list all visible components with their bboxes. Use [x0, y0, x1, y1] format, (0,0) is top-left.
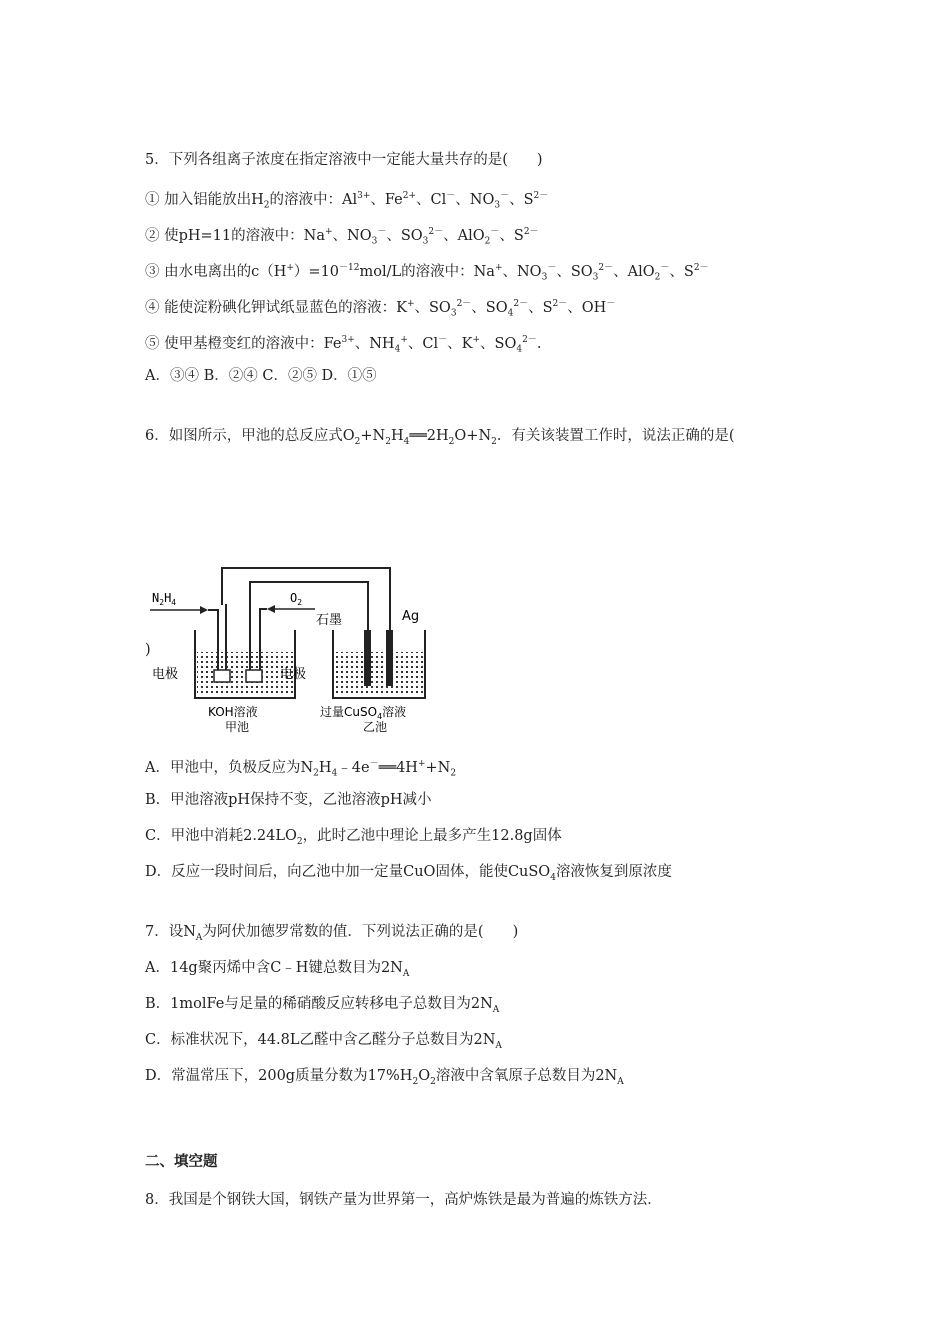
ag-label: Ag	[402, 609, 420, 624]
q6-option-a: A．甲池中，负极反应为$N_2H_4﹣4e^-══4H^++N_2$	[145, 759, 457, 779]
koh-label: KOH溶液	[208, 705, 258, 719]
electrode-right-label: 电极	[280, 667, 307, 682]
q6-stem: 6．如图所示，甲池的总反应式$O_2+N_2H_4══2H_2O+N_2$．有关该装置工作时，说法正确的是(	[145, 428, 735, 447]
electrochemistry-apparatus-figure	[140, 560, 440, 735]
yi-label: 乙池	[363, 720, 388, 734]
q7-option-b: B．1molFe与足量的稀硝酸反应转移电子总数目为$2N_A$	[145, 996, 500, 1015]
q6-option-b: B．甲池溶液pH保持不变，乙池溶液pH减小	[145, 792, 432, 808]
q5-stem: 5．下列各组离子浓度在指定溶液中一定能大量共存的是( )	[145, 152, 543, 168]
q5-item-2: ② 使pH=11的溶液中：Na+、$NO_3^-$、$SO_3^{2-}$、AlO$_2$－、$S^{2-}$	[145, 227, 539, 247]
q6-option-c: C．甲池中消耗$2.24LO_2$，此时乙池中理论上最多产生12.8g固体	[145, 828, 562, 847]
q5-item-5: ⑤ 使甲基橙变红的溶液中：$Fe^{3+}$、$NH_4^+$、Cl－、K+、$SO_4^{2-}$.	[145, 335, 542, 355]
electrode-left-label: 电极	[152, 667, 179, 682]
section-title: 二、填空题	[145, 1154, 218, 1170]
cuso4-solution	[335, 652, 423, 696]
electrode-left	[214, 670, 230, 682]
q5-item-4: ④ 能使淀粉碘化钾试纸显蓝色的溶液：K+、$SO_3^{2-}$、$SO_4^{2-}$、$S^{2-}$、OH－	[145, 299, 616, 319]
wire-inner	[250, 582, 368, 655]
o2-label: $O_2$	[290, 591, 303, 607]
ag-electrode	[386, 630, 393, 686]
electrode-right	[246, 670, 262, 682]
n2h4-label: $N_2H_4$	[152, 591, 177, 607]
q6-option-d: D．反应一段时间后，向乙池中加一定量CuO固体，能使CuSO$_4$溶液恢复到原浓度	[145, 864, 672, 883]
q7-option-d: D．常温常压下，200g质量分数为$17\%H_2O_2$溶液中含氧原子总数目为$2N_A$	[145, 1068, 624, 1087]
q5-options: A．③④ B．②④ C．②⑤ D．①⑤	[145, 368, 377, 384]
koh-solution	[197, 652, 293, 696]
cuso4-label: 过量CuSO$_4$溶液	[320, 705, 407, 721]
q6-close-paren: )	[145, 642, 151, 658]
graphite-label: 石墨	[316, 613, 343, 628]
jia-label: 甲池	[225, 720, 250, 734]
q8-stem: 8．我国是个钢铁大国，钢铁产量为世界第一，高炉炼铁是最为普遍的炼铁方法．	[145, 1192, 662, 1208]
q7-option-a: A．14g聚丙烯中含C﹣H键总数目为$2N_A$	[145, 960, 410, 979]
q7-option-c: C．标准状况下，44.8L乙醛中含乙醛分子总数目为$2N_A$	[145, 1032, 502, 1051]
q5-item-1: ① 加入铝能放出$H_2$的溶液中：$Al^{3+}$、$Fe^{2+}$、Cl－、$NO_3^-$、$S^{2-}$	[145, 191, 549, 211]
q7-stem: 7．设$N_A$为阿伏加德罗常数的值．下列说法正确的是( )	[145, 924, 519, 943]
graphite-electrode	[364, 630, 371, 686]
q5-item-3: ③ 由水电离出的$c(H^+)=10^{-12}mol/L$的溶液中：Na+、$NO_3^-$、$SO_3^{2-}$、AlO$_2$－、$S^{2-}$	[145, 263, 709, 283]
